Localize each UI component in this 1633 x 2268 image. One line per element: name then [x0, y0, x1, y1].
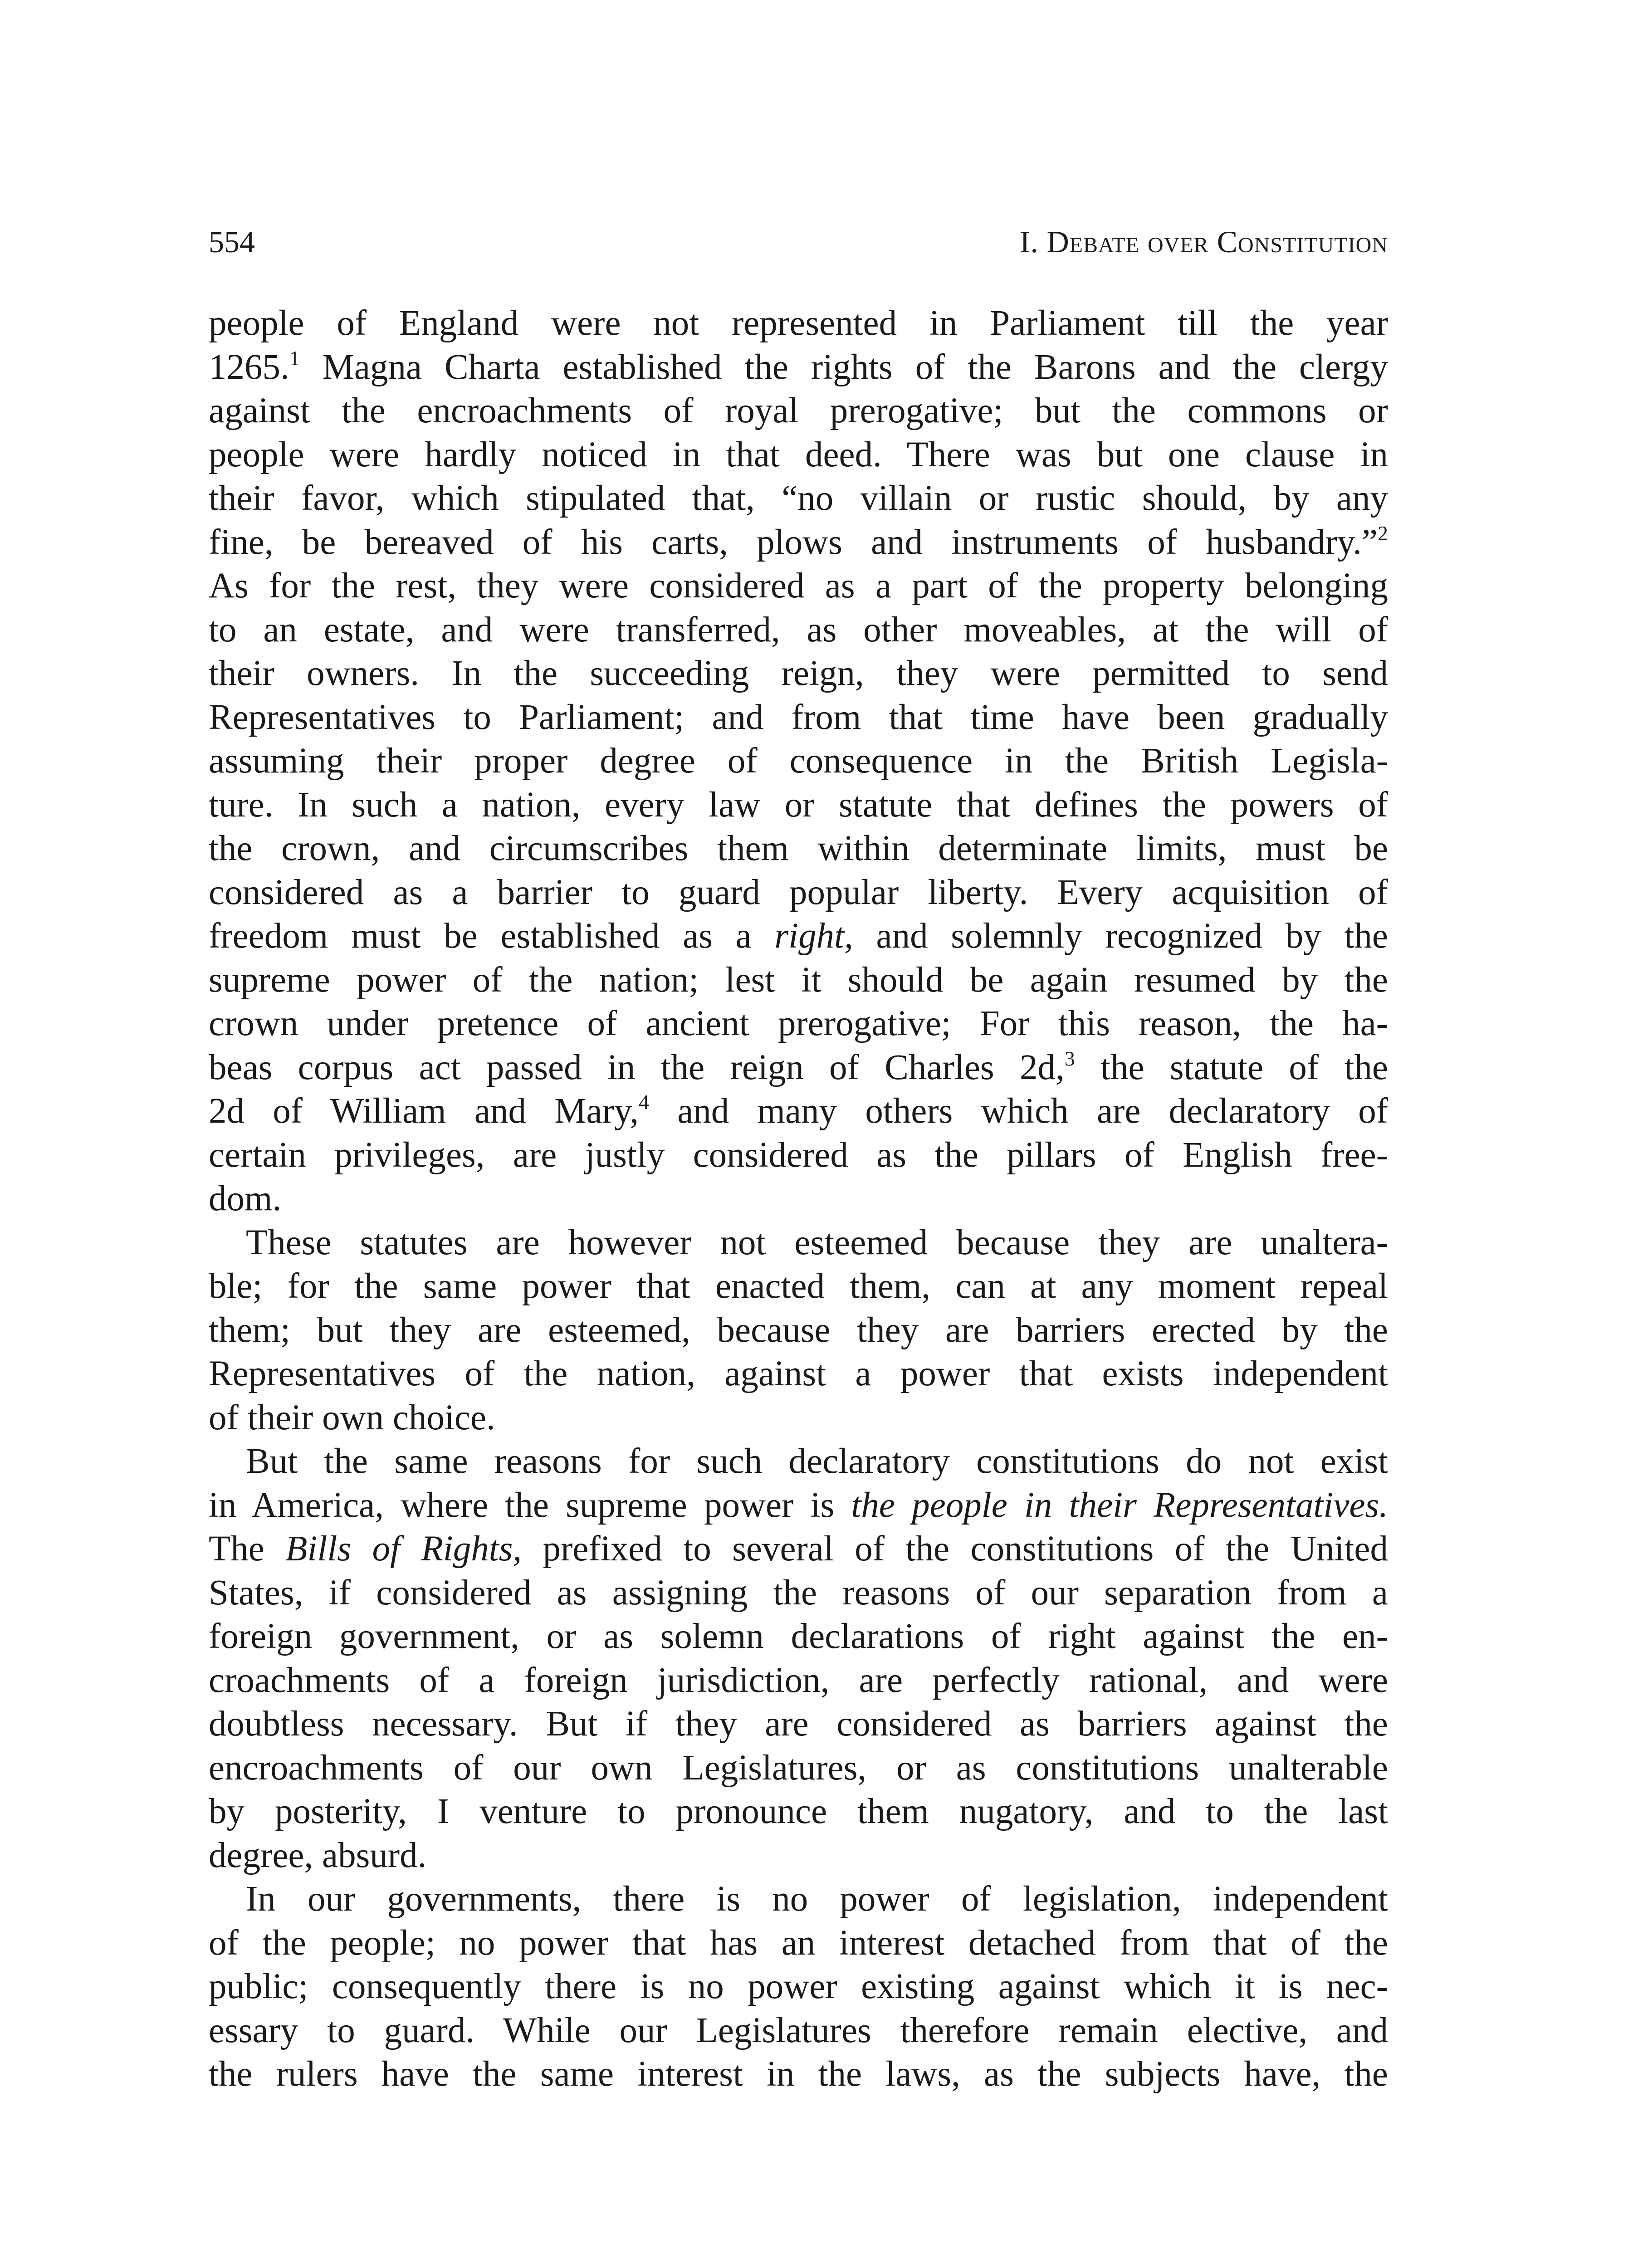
text-line: people of England were not represented in Parliament till the year: [209, 303, 1388, 343]
footnote-ref[interactable]: 3: [1064, 1046, 1075, 1070]
text-line: 2d of William and Mary,$^4$ and many others which are declaratory of: [209, 1090, 1389, 1131]
footnote-ref[interactable]: 4: [638, 1090, 649, 1114]
body-text: [209, 302, 1388, 2097]
text-line: dom.: [209, 1179, 282, 1218]
text-line: ble; for the same power that enacted them, can at any moment repeal: [209, 1266, 1388, 1306]
text-line: their owners. In the succeeding reign, they were permitted to send: [209, 654, 1388, 693]
text-line: their favor, which stipulated that, “no villain or rustic should, by any: [209, 479, 1388, 518]
text-line: croachments of a foreign jurisdiction, are perfectly rational, and were: [209, 1660, 1388, 1700]
text-line: These statutes are however not esteemed because they are unaltera-: [246, 1222, 1388, 1262]
emphasis: right,: [774, 916, 853, 956]
text-line: encroachments of our own Legislatures, or as constitutions unalterable: [209, 1748, 1388, 1788]
footnote-ref[interactable]: 2: [1378, 521, 1388, 545]
text-line: crown under pretence of ancient prerogative; For this reason, the ha-: [209, 1004, 1388, 1043]
text-line: people were hardly noticed in that deed. There was but one clause in: [209, 435, 1388, 474]
text-line: 1265.$^1$ Magna Charta established the rights of the Barons and the clergy: [209, 346, 1388, 387]
text-line: assuming their proper degree of consequence in the British Legisla-: [209, 741, 1388, 781]
text-line: The Bills of Rights, prefixed to several of the constitutions of the United: [209, 1529, 1388, 1569]
text-line: ture. In such a nation, every law or statute that defines the powers of: [209, 785, 1388, 825]
text-line: Representatives to Parliament; and from that time have been gradually: [209, 697, 1388, 737]
paragraph-3: [209, 1440, 1388, 1877]
footnote-ref[interactable]: 1: [289, 346, 300, 370]
text-line: them; but they are esteemed, because they are barriers erected by the: [209, 1310, 1388, 1350]
text-line: fine, be bereaved of his carts, plows and instruments of husbandry.”$^2$: [209, 521, 1388, 562]
text-line: Representatives of the nation, against a power that exists independent: [209, 1354, 1388, 1393]
running-head: [209, 221, 1388, 262]
text-line: essary to guard. While our Legislatures therefore remain elective, and: [209, 2010, 1388, 2050]
text-line: freedom must be established as a right, and solemnly recognized by the: [209, 916, 1389, 956]
text-line: against the encroachments of royal prerogative; but the commons or: [209, 391, 1388, 430]
text-line: supreme power of the nation; lest it should be again resumed by the: [209, 960, 1388, 1000]
text-line: considered as a barrier to guard popular liberty. Every acquisition of: [209, 872, 1388, 912]
paragraph-2: [209, 1221, 1388, 1440]
paragraph-4: [209, 1877, 1388, 2097]
running-title: I. Debate over Constitution: [1019, 225, 1388, 259]
text-line: in America, where the supreme power is the people in their Representatives.: [209, 1485, 1389, 1525]
emphasis: the people in their Representatives.: [851, 1485, 1389, 1525]
page-number: 554: [209, 225, 255, 259]
text-line: by posterity, I venture to pronounce them nugatory, and to the last: [209, 1792, 1388, 1831]
text-line: public; consequently there is no power existing against which it is nec-: [209, 1967, 1388, 2006]
text-line: foreign government, or as solemn declarations of right against the en-: [209, 1617, 1388, 1656]
text-line: degree, absurd.: [209, 1835, 427, 1875]
text-line: But the same reasons for such declaratory constitutions do not exist: [246, 1442, 1388, 1481]
text-line: the crown, and circumscribes them within determinate limits, must be: [209, 829, 1388, 868]
emphasis: Bills of Rights,: [285, 1529, 522, 1569]
text-line: doubtless necessary. But if they are considered as barriers against the: [209, 1704, 1388, 1744]
text-line: States, if considered as assigning the reasons of our separation from a: [209, 1573, 1388, 1613]
text-line: to an estate, and were transferred, as other moveables, at the will of: [209, 610, 1388, 650]
text-line: of the people; no power that has an interest detached from that of the: [209, 1923, 1388, 1963]
text-line: of their own choice.: [209, 1398, 495, 1437]
text-line: certain privileges, are justly considered as the pillars of English free-: [209, 1135, 1388, 1175]
text-line: As for the rest, they were considered as a part of the property belonging: [209, 566, 1388, 606]
paragraph-1: [209, 302, 1388, 1221]
text-line: beas corpus act passed in the reign of Charles 2d,$^3$ the statute of the: [209, 1046, 1388, 1087]
text-line: the rulers have the same interest in the laws, as the subjects have, the: [209, 2054, 1388, 2094]
text-line: In our governments, there is no power of legislation, independent: [246, 1879, 1388, 1919]
